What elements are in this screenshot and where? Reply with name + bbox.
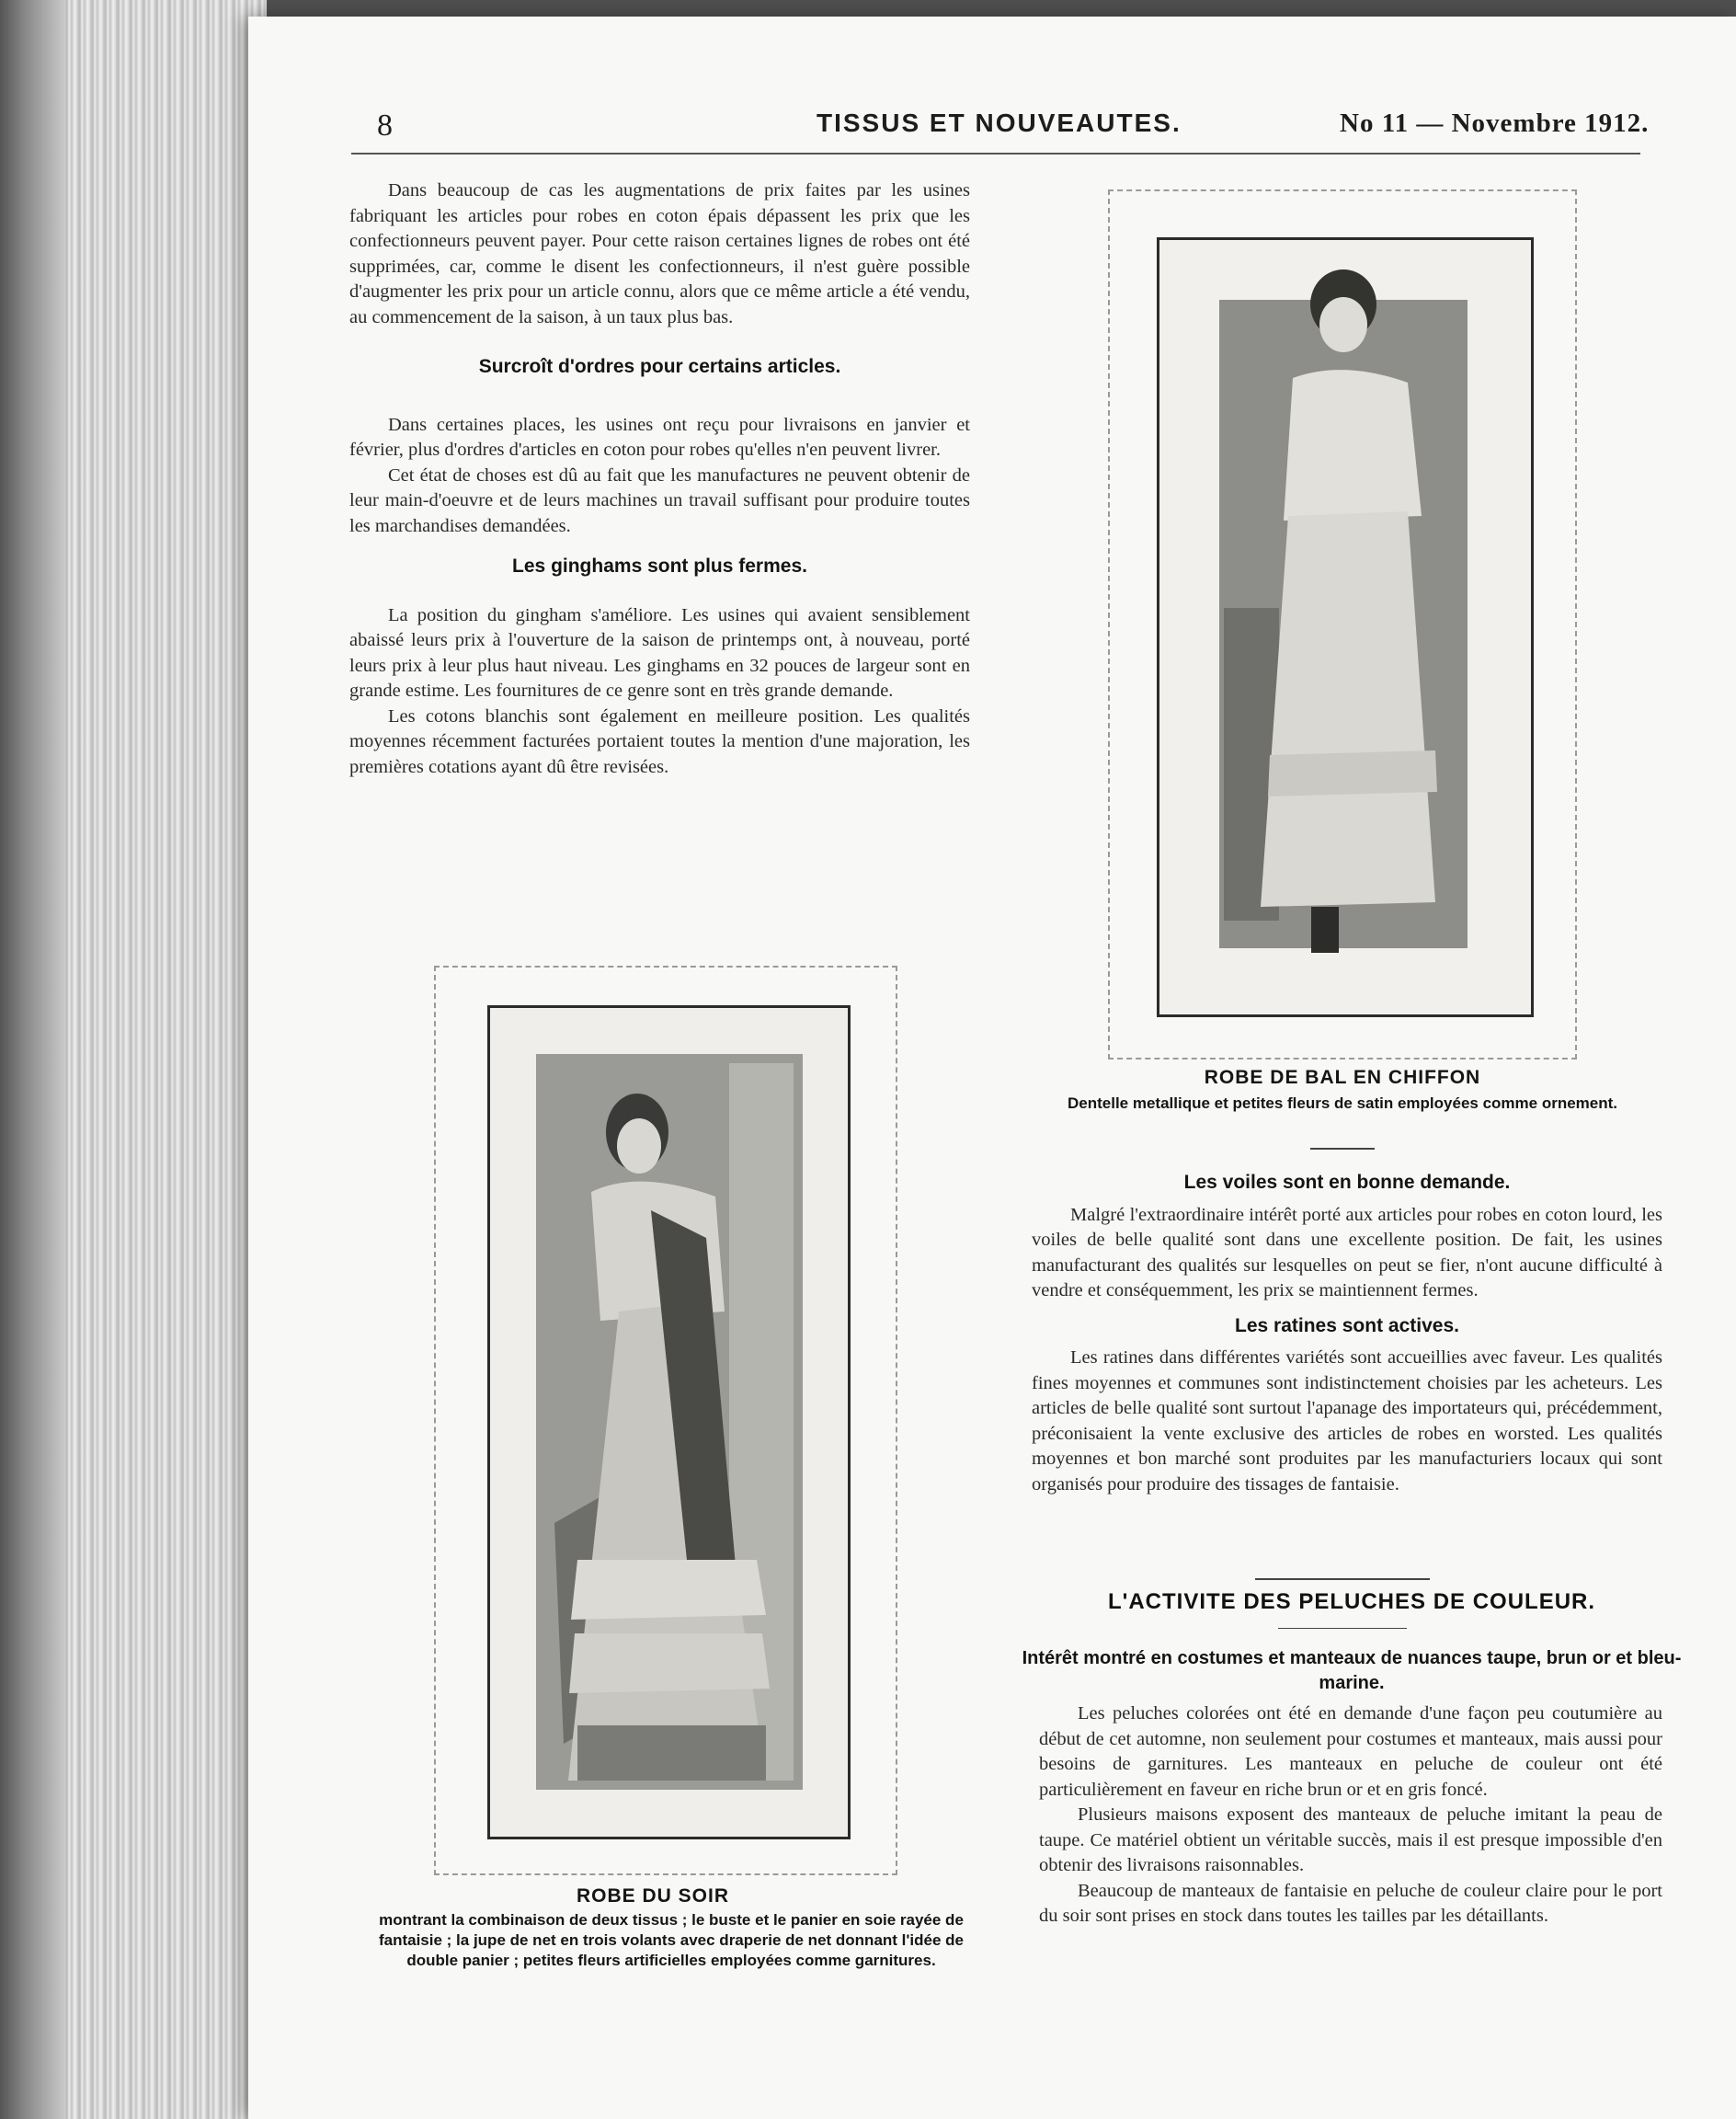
paragraph: Dans certaines places, les usines ont reçu pour livraisons en janvier et février, plus d'ordres d'articles en coton pour robes qu'elles n'en peuvent livrer. [349,414,970,460]
section-heading: Les ginghams sont plus fermes. [512,556,807,577]
section-heading: Les ratines sont actives. [1235,1314,1459,1336]
paragraph: Les peluches colorées ont été en demande d'une façon peu coutumière au début de cet automne, non seulement pour costumes et manteaux, mais aussi pour besoins de garnitures. Les manteaux en peluche de couleur ont été particulièrement en faveur en riche brun or et en gris foncé. [1039,1703,1662,1800]
issue-date: No 11 — Novembre 1912. [1340,109,1650,138]
paragraph: La position du gingham s'améliore. Les usines qui avaient sensiblement abaissé leurs prix à l'ouverture de la saison de printemps ont, à nouveau, porté leurs prix à leur plus haut niveau. Les ginghams en 32 pouces de largeur sont en grande estime. Les fournitures de ce genre sont en très grande demande. [349,604,970,701]
paragraph: Dans beaucoup de cas les augmentations de prix faites par les usines fabriquant les articles pour robes en coton épais dépassent les prix que les confectionneurs peuvent payer. Pour cette raison certaines lignes de robes ont été supprimées, car, comme le disent les confectionneurs, il n'est guère possible d'augmenter les prix pour un article connu, alors que ce même article a été vendu, au commencement de la saison, à un taux plus bas. [349,180,970,327]
photo-evening-dress [487,1005,851,1839]
photo-ball-gown [1157,237,1534,1017]
paragraph: Plusieurs maisons exposent des manteaux de peluche imitant la peau de taupe. Ce matériel obtient un véritable succès, mais il est presque impossible d'en obtenir des livraisons raisonnables. [1039,1804,1662,1875]
caption-rule [1310,1148,1375,1150]
paragraph: Cet état de choses est dû au fait que les manufactures ne peuvent obtenir de leur main-d'oeuvre et de leurs machines un travail suffisant pour produire toutes les marchandises demandées. [349,464,970,536]
paragraph: Malgré l'extraordinaire intérêt porté aux articles pour robes en coton lourd, les voiles de belle qualité sont dans une excellente position. De fait, les usines manufacturant des qualités sur lesquelles on peut se fier, n'ont aucune difficulté à vendre et conséquemment, les prix se maintiennent fermes. [1032,1204,1662,1300]
right-column-top [1032,1161,1662,1497]
book-page-edges [0,0,267,2119]
article-heading: L'ACTIVITE DES PELUCHES DE COULEUR. [1107,1589,1596,1614]
figure-right-title: ROBE DE BAL EN CHIFFON [1204,1067,1481,1088]
section-heading: Surcroît d'ordres pour certains articles. [478,356,841,377]
article-rule [1278,1628,1407,1629]
article-subheading: Intérêt montré en costumes et manteaux de nuances taupe, brun or et bleu-marine. [1022,1648,1682,1693]
evening-dress-illustration [490,1008,848,1837]
paragraph: Beaucoup de manteaux de fantaisie en peluche de couleur claire pour le port du soir sont prises en stock dans toutes les tailles par les détaillants. [1039,1880,1662,1926]
header-rule [351,153,1640,155]
ball-gown-illustration [1159,240,1531,1014]
left-column [349,178,970,780]
figure-right-caption: Dentelle metallique et petites fleurs de satin employées comme ornement. [1067,1094,1618,1112]
publication-title: TISSUS ET NOUVEAUTES. [817,109,1182,137]
right-column-bottom [1039,1701,1662,1930]
figure-left-caption: montrant la combinaison de deux tissus ; le buste et le panier en soie rayée de fantaisie ; la jupe de net en trois volants avec draperie de net donnant l'idée de double panier ; petites fleurs artificielles employées comme garnitures. [378,1911,965,1969]
figure-left-title: ROBE DU SOIR [576,1885,729,1907]
section-rule [1255,1578,1430,1580]
paragraph: Les cotons blanchis sont également en meilleure position. Les qualités moyennes récemment facturées portaient toutes la mention d'une majoration, les premières cotations ayant dû être revisées. [349,705,970,777]
page-number: 8 [377,109,394,143]
section-heading: Les voiles sont en bonne demande. [1183,1172,1511,1193]
paragraph: Les ratines dans différentes variétés sont accueillies avec faveur. Les qualités fines moyennes et communes sont indistinctement choisies par les acheteurs. Les articles de belle qualité sont surtout l'apanage des importateurs qui, précédemment, préconisaient la vente exclusive des articles de robes en worsted. Les qualités moyennes et bon marché sont produites par les manufacturiers locaux qui sont organisés pour produire des tissages de fantaisie. [1032,1347,1662,1495]
